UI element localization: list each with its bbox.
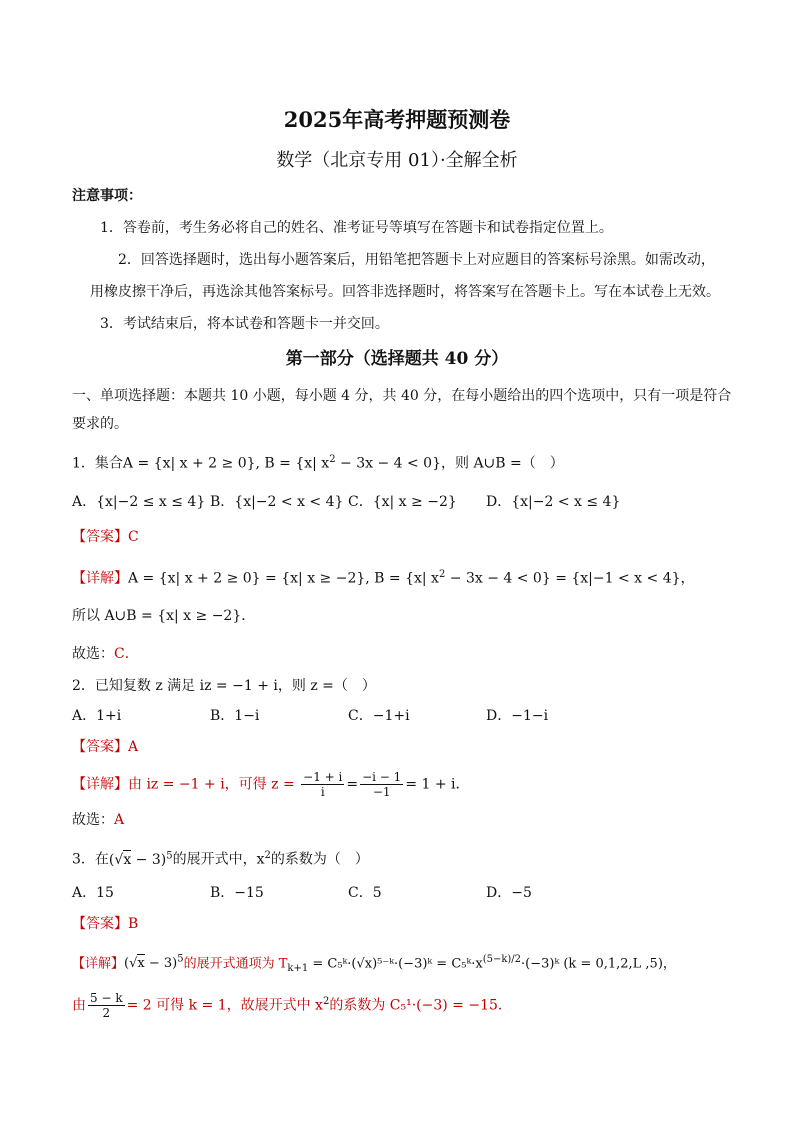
question-1-stem	[72, 450, 564, 474]
notice-item-1: 1．答卷前，考生务必将自己的姓名、准考证号等填写在答题卡和试卷指定位置上。	[100, 220, 613, 236]
q2-option-d[interactable]: D．−1−i	[486, 708, 549, 724]
q3-option-d[interactable]: D．−5	[486, 885, 532, 901]
q1-suffix: ，则 A∪B =（ ）	[441, 455, 564, 472]
q3-detail-line	[72, 950, 676, 979]
question-2-stem: 2．已知复数 z 满足 iz = −1 + i，则 z =（ ）	[72, 678, 376, 694]
notice-heading: 注意事项：	[72, 188, 142, 204]
q3-detail-binomial: $(√x - 3)^5$	[124, 954, 184, 972]
notice-item-2: 2．回答选择题时，选出每小题答案后，用铅笔把答题卡上对应题目的答案标号涂黑。如需改动，	[118, 252, 715, 268]
q3-detail2-exponent: 2	[322, 996, 330, 1007]
q3-detail-exp-frac: (5−k)/2	[482, 954, 522, 965]
detail-tag: 【详解】	[72, 776, 128, 793]
q3-answer: B	[128, 916, 139, 932]
q3-answer-line	[72, 914, 138, 934]
answer-tag: 【答案】	[72, 529, 128, 545]
q1-option-c[interactable]: C．{x| x ≥ −2}	[348, 494, 457, 510]
q3-binomial: $(√x - 3)^5$	[108, 850, 173, 868]
q1-option-b[interactable]: B．{x|−2 < x < 4}	[210, 494, 344, 510]
q3-detail2-end: 的系数为 C₅¹·(−3) = −15．	[329, 997, 512, 1014]
choose-prefix: 故选：	[72, 646, 114, 662]
answer-tag: 【答案】	[72, 916, 128, 932]
q3-detail-subscript: k+1	[287, 962, 309, 974]
q2-detail-line: 【详解】由 iz = −1 + i，可得 z = $\frac{-1 + i}{i}$ = $\frac{-i - 1}{-1}$ = 1 + i．	[72, 770, 470, 799]
q3-detail-mid: 的展开式通项为 T	[183, 956, 288, 972]
q1-choose: C．	[114, 646, 139, 662]
section-intro-cont: 要求的。	[72, 416, 128, 432]
q3-detail-formula: = C₅ᵏ·(√x)⁵⁻ᵏ·(−3)ᵏ = C₅ᵏ·x	[308, 956, 483, 972]
q1-exponent: 2	[329, 454, 336, 465]
q3-detail2-prefix: 由	[72, 997, 86, 1014]
q1-option-d[interactable]: D．{x|−2 < x ≤ 4}	[486, 494, 621, 510]
answer-tag: 【答案】	[72, 739, 128, 755]
q3-detail2-tail: = 2 可得 k = 1，故展开式中 x	[126, 997, 323, 1014]
q2-fraction-2: $\frac{-i - 1}{-1}$	[362, 770, 402, 799]
notice-item-2-cont: 用橡皮擦干净后，再选涂其他答案标号。回答非选择题时，将答案写在答题卡上。写在本试卷上无效。	[90, 284, 720, 300]
section-intro: 一、单项选择题：本题共 10 小题，每小题 4 分，共 40 分，在每小题给出的四个选项中，只有一项是符合	[72, 388, 732, 404]
q2-detail-prefix: 由 iz = −1 + i，可得 z =	[128, 776, 295, 793]
choose-prefix: 故选：	[72, 812, 114, 828]
q3-fraction: $\frac{5 - k}{2}$	[90, 991, 123, 1021]
q2-option-c[interactable]: C．−1+i	[348, 708, 410, 724]
q1-detail-b: − 3x − 4 < 0} = {x|−1 < x < 4}，	[445, 570, 695, 587]
q1-answer-line	[72, 527, 139, 547]
q3-prefix: 3．在	[72, 851, 109, 868]
q1-detail-2: 所以 A∪B = {x| x ≥ −2}．	[72, 608, 256, 624]
notice-item-3: 3．考试结束后，将本试卷和答题卡一并交回。	[100, 316, 389, 332]
q1-detail-exponent: 2	[438, 569, 446, 580]
q3-mid: 的展开式中，x	[172, 851, 265, 868]
q1-option-a[interactable]: A．{x|−2 ≤ x ≤ 4}	[72, 494, 206, 510]
q1-detail-line	[72, 565, 695, 589]
section-title: 第一部分（选择题共 40 分）	[285, 349, 509, 369]
q3-suffix: 的系数为（ ）	[270, 851, 369, 868]
q2-choose: A	[114, 812, 125, 828]
q1-set-def-tail: − 3x − 4 < 0}	[335, 455, 441, 472]
page-subtitle: 数学（北京专用 01）·全解全析	[276, 150, 518, 171]
q1-answer: C	[128, 529, 139, 545]
detail-tag: 【详解】	[72, 570, 128, 587]
q2-fraction-1: $\frac{-1 + i}{i}$	[303, 770, 343, 799]
q2-option-a[interactable]: A．1+i	[72, 708, 122, 724]
q2-choose-line	[72, 810, 124, 830]
q3-option-b[interactable]: B．−15	[210, 885, 264, 901]
q2-answer: A	[128, 739, 139, 755]
q3-detail-formula-tail: ·(−3)ᵏ (k = 0,1,2,L ,5)，	[521, 956, 676, 972]
q3-option-c[interactable]: C．5	[348, 885, 382, 901]
q2-answer-line	[72, 737, 138, 757]
q3-exponent: 2	[264, 850, 271, 861]
q2-option-b[interactable]: B．1−i	[210, 708, 260, 724]
q2-detail-tail: = 1 + i．	[405, 776, 470, 793]
q1-detail-a: A = {x| x + 2 ≥ 0} = {x| x ≥ −2}, B = {x| x	[128, 570, 439, 587]
q1-set-def: A = {x| x + 2 ≥ 0}, B = {x| x	[122, 455, 330, 472]
detail-tag: 【详解】	[72, 956, 125, 972]
q3-detail-line-2	[72, 988, 512, 1020]
q1-choose-line	[72, 644, 139, 664]
question-3-stem	[72, 846, 369, 870]
q3-option-a[interactable]: A．15	[72, 885, 114, 901]
q1-prefix: 1．集合	[72, 455, 123, 472]
page-title: 2025年高考押题预测卷	[283, 107, 511, 132]
